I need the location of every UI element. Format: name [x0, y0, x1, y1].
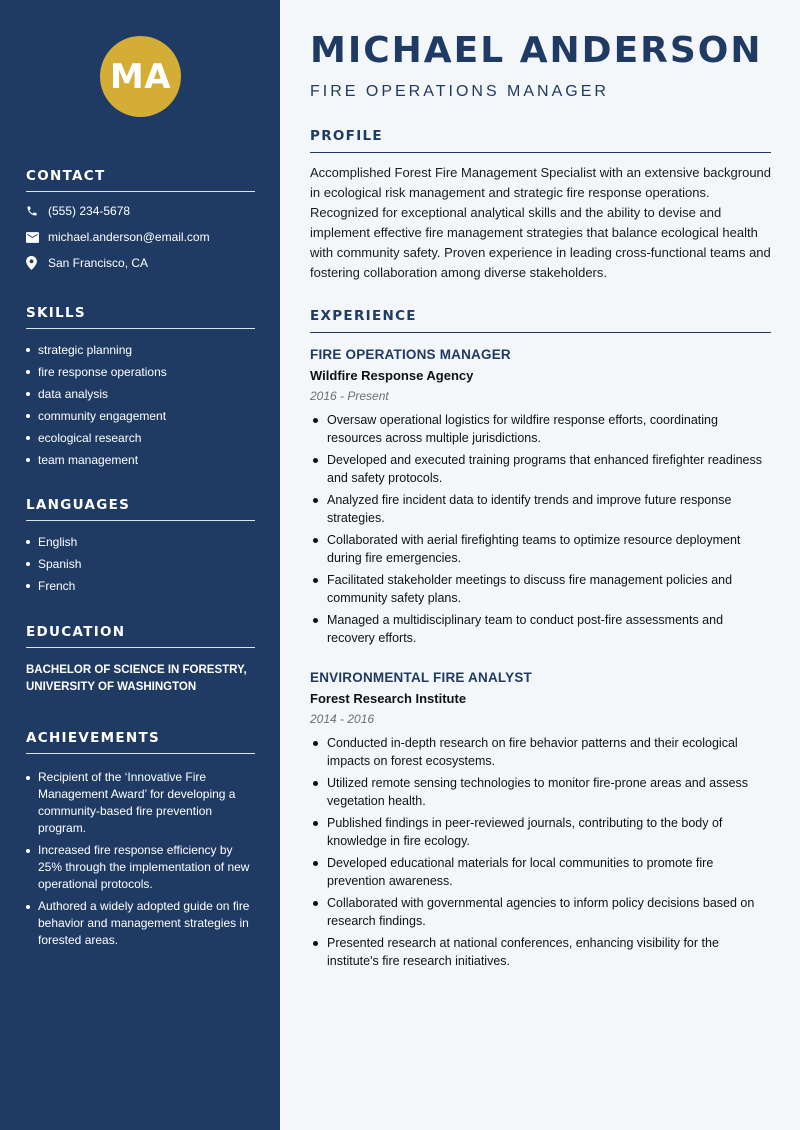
achievement-item: Authored a widely adopted guide on fire behavior and management strategies in forested areas.: [26, 898, 255, 949]
profile-heading: PROFILE: [310, 128, 771, 153]
contact-phone: [26, 198, 255, 224]
education-heading: EDUCATION: [26, 624, 255, 648]
avatar-initials: MA: [109, 56, 172, 97]
job-entry: [310, 347, 771, 651]
job-bullet: Presented research at national conferences, enhancing visibility for the institute's fire research initiatives.: [310, 934, 771, 970]
achievement-item: Recipient of the ‘Innovative Fire Management Award’ for developing a community-based fire prevention program.: [26, 769, 255, 837]
job-bullet: Developed and executed training programs that enhanced firefighter readiness and safety protocols.: [310, 451, 771, 487]
main-content: [280, 0, 800, 1130]
skill-item: strategic planning: [26, 339, 255, 361]
languages-section: [26, 497, 255, 597]
candidate-name: MICHAEL ANDERSON: [310, 30, 763, 71]
phone-icon: [26, 205, 48, 217]
job-bullet: Conducted in-depth research on fire behavior patterns and their ecological impacts on forest ecosystems.: [310, 734, 771, 770]
job-dates: 2016 - Present: [310, 389, 389, 403]
job-bullet: Collaborated with governmental agencies to inform policy decisions based on research findings.: [310, 894, 771, 930]
location-pin-icon: [26, 256, 48, 270]
languages-heading: LANGUAGES: [26, 497, 255, 521]
avatar: [100, 36, 181, 117]
language-item: French: [26, 575, 255, 597]
sidebar: [0, 0, 280, 1130]
experience-heading: EXPERIENCE: [310, 308, 771, 333]
skill-item: ecological research: [26, 427, 255, 449]
candidate-title: FIRE OPERATIONS MANAGER: [310, 83, 609, 100]
job-dates: 2014 - 2016: [310, 712, 375, 726]
profile-text: Accomplished Forest Fire Management Specialist with an extensive background in ecological risk management and strategic fire response operations. Recognized for exceptional analytical skills and the ability to devise and implement effective fire management strategies that balance ecological health with community safety. Proven experience in leading cross-functional teams and fostering collaboration among diverse stakeholders.: [310, 165, 772, 280]
skills-list: [26, 339, 255, 471]
skill-item: data analysis: [26, 383, 255, 405]
profile-section: [310, 128, 771, 283]
contact-heading: CONTACT: [26, 168, 255, 192]
language-item: Spanish: [26, 553, 255, 575]
job-bullet: Managed a multidisciplinary team to conduct post-fire assessments and recovery efforts.: [310, 611, 771, 647]
job-title: FIRE OPERATIONS MANAGER: [310, 347, 511, 362]
achievements-section: [26, 730, 255, 954]
phone-text: (555) 234-5678: [48, 204, 131, 218]
job-bullet: Analyzed fire incident data to identify trends and improve future response strategies.: [310, 491, 771, 527]
experience-section: [310, 308, 771, 333]
education-degree: BACHELOR OF SCIENCE IN FORESTRY, UNIVERSITY OF WASHINGTON: [26, 664, 247, 693]
contact-location: [26, 250, 255, 276]
education-section: [26, 624, 255, 696]
languages-list: [26, 531, 255, 597]
job-bullets: [310, 411, 771, 647]
job-company: Forest Research Institute: [310, 691, 467, 706]
achievements-list: [26, 769, 255, 949]
job-bullet: Collaborated with aerial firefighting teams to optimize resource deployment during fire emergencies.: [310, 531, 771, 567]
skills-heading: SKILLS: [26, 305, 255, 329]
job-bullet: Oversaw operational logistics for wildfire response efforts, coordinating resources across multiple jurisdictions.: [310, 411, 771, 447]
job-bullet: Utilized remote sensing technologies to monitor fire-prone areas and assess vegetation health.: [310, 774, 771, 810]
job-title: ENVIRONMENTAL FIRE ANALYST: [310, 670, 532, 685]
email-text: michael.anderson@email.com: [48, 230, 210, 244]
job-entry: [310, 670, 771, 974]
skill-item: community engagement: [26, 405, 255, 427]
achievement-item: Increased fire response efficiency by 25% through the implementation of new operational protocols.: [26, 842, 255, 893]
job-company: Wildfire Response Agency: [310, 368, 474, 383]
language-item: English: [26, 531, 255, 553]
contact-section: [26, 168, 255, 276]
skill-item: fire response operations: [26, 361, 255, 383]
job-bullet: Developed educational materials for local communities to promote fire prevention awareness.: [310, 854, 771, 890]
achievements-heading: ACHIEVEMENTS: [26, 730, 255, 754]
location-text: San Francisco, CA: [48, 256, 149, 270]
contact-email: [26, 224, 255, 250]
email-icon: [26, 232, 48, 243]
job-bullet: Facilitated stakeholder meetings to discuss fire management policies and community safety plans.: [310, 571, 771, 607]
skill-item: team management: [26, 449, 255, 471]
skills-section: [26, 305, 255, 471]
job-bullets: [310, 734, 771, 970]
job-bullet: Published findings in peer-reviewed journals, contributing to the body of knowledge in fire ecology.: [310, 814, 771, 850]
